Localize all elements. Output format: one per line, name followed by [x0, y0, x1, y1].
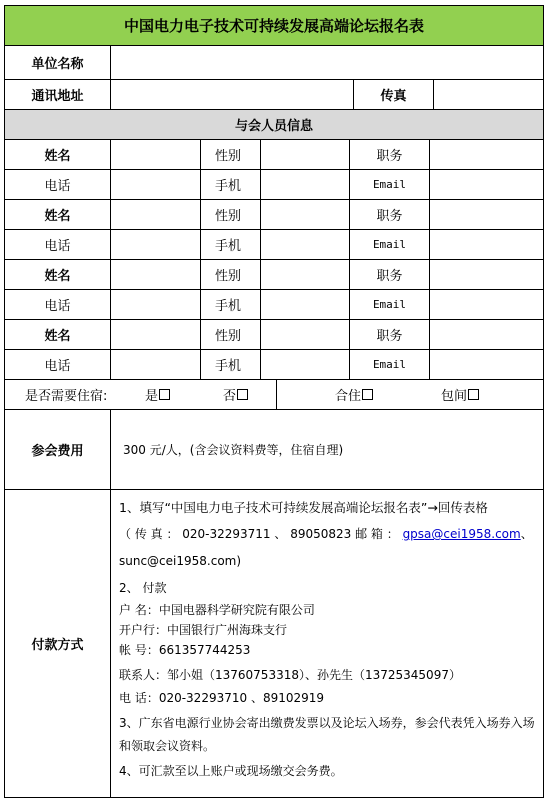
gender-label: 性别: [201, 320, 261, 349]
attendee-contact-row: [5, 290, 543, 320]
phone-input[interactable]: [111, 230, 201, 259]
phone-input[interactable]: [111, 350, 201, 379]
lodging-single-option[interactable]: [441, 380, 479, 409]
name-input[interactable]: [111, 260, 201, 289]
title-input[interactable]: [430, 260, 543, 289]
lodging-shared-option[interactable]: [335, 380, 373, 409]
name-input[interactable]: [111, 140, 201, 169]
payment-details: [111, 490, 543, 797]
mobile-input[interactable]: [261, 170, 350, 199]
email-label: Email: [350, 350, 430, 379]
email-input[interactable]: [430, 230, 543, 259]
mobile-input[interactable]: [261, 350, 350, 379]
attendee-contact-row: [5, 170, 543, 200]
attendee-row: [5, 260, 543, 290]
checkbox-icon[interactable]: [237, 389, 248, 400]
phone-label: 电话: [5, 230, 111, 259]
mobile-label: 手机: [201, 170, 261, 199]
unit-row: [5, 46, 543, 80]
attendee-contact-row: [5, 230, 543, 260]
attendee-contact-row: [5, 350, 543, 380]
mobile-label: 手机: [201, 350, 261, 379]
fax-input[interactable]: [434, 80, 543, 109]
lodging-shared-label: 合住: [335, 389, 362, 404]
form-title: 中国电力电子技术可持续发展高端论坛报名表: [5, 6, 543, 45]
title-label: 职务: [350, 260, 430, 289]
fee-text: 300 元/人，(含会议资料费等，住宿自理): [123, 443, 344, 457]
phone-label: 电话: [5, 170, 111, 199]
contact-phone: 电 话：020-32293710 、89102919: [119, 691, 325, 705]
payment-step1: 1、填写“中国电力电子技术可持续发展高端论坛报名表”→回传表格: [119, 500, 488, 515]
gender-input[interactable]: [261, 320, 350, 349]
bank-name: 开户行：中国银行广州海珠支行: [119, 623, 288, 637]
gender-input[interactable]: [261, 260, 350, 289]
name-label: 姓名: [5, 140, 111, 169]
gender-input[interactable]: [261, 140, 350, 169]
title-input[interactable]: [430, 200, 543, 229]
address-input[interactable]: [111, 80, 354, 109]
unit-input[interactable]: [111, 46, 543, 79]
fee-row: [5, 410, 543, 490]
payment-label: 付款方式: [5, 490, 111, 797]
lodging-row: [5, 380, 543, 410]
title-label: 职务: [350, 320, 430, 349]
checkbox-icon[interactable]: [362, 389, 373, 400]
address-row: [5, 80, 543, 110]
lodging-question: 是否需要住宿:: [25, 389, 108, 404]
lodging-single-label: 包间: [441, 389, 468, 404]
title-label: 职务: [350, 140, 430, 169]
email-label: Email: [350, 230, 430, 259]
gender-label: 性别: [201, 200, 261, 229]
fax-label: 传真: [354, 80, 434, 109]
attendee-row: [5, 140, 543, 170]
fax-line-text: （ 传 真 ： 020-32293711 、 89050823 邮 箱 ：: [119, 527, 399, 541]
checkbox-icon[interactable]: [468, 389, 479, 400]
name-input[interactable]: [111, 200, 201, 229]
name-label: 姓名: [5, 260, 111, 289]
name-label: 姓名: [5, 320, 111, 349]
lodging-yes-option[interactable]: [145, 380, 170, 409]
address-label: 通讯地址: [5, 80, 111, 109]
account-number: 帐 号：661357744253: [119, 643, 251, 657]
gender-label: 性别: [201, 260, 261, 289]
name-input[interactable]: [111, 320, 201, 349]
fax-line-suffix: 、: [520, 527, 533, 541]
phone-input[interactable]: [111, 290, 201, 319]
email-label: Email: [350, 290, 430, 319]
title-row: [5, 6, 543, 46]
name-label: 姓名: [5, 200, 111, 229]
section-row: [5, 110, 543, 140]
email-input[interactable]: [430, 170, 543, 199]
phone-label: 电话: [5, 350, 111, 379]
lodging-divider: [276, 380, 277, 409]
phone-input[interactable]: [111, 170, 201, 199]
fee-label: 参会费用: [5, 410, 111, 489]
mobile-input[interactable]: [261, 290, 350, 319]
mobile-input[interactable]: [261, 230, 350, 259]
unit-label: 单位名称: [5, 46, 111, 79]
payment-row: [5, 490, 543, 797]
lodging-yes-label: 是: [145, 389, 159, 404]
mobile-label: 手机: [201, 290, 261, 319]
email-input[interactable]: [430, 350, 543, 379]
title-label: 职务: [350, 200, 430, 229]
payment-email2: sunc@cei1958.com): [119, 554, 242, 568]
phone-label: 电话: [5, 290, 111, 319]
email-input[interactable]: [430, 290, 543, 319]
attendee-row: [5, 320, 543, 350]
title-input[interactable]: [430, 140, 543, 169]
title-input[interactable]: [430, 320, 543, 349]
email-label: Email: [350, 170, 430, 199]
payment-fax-line: [119, 523, 535, 546]
section-title: 与会人员信息: [5, 110, 543, 139]
gender-input[interactable]: [261, 200, 350, 229]
payment-step3: 3、广东省电源行业协会寄出缴费发票以及论坛入场券，参会代表凭入场券入场和领取会议资料。: [119, 716, 535, 753]
gender-label: 性别: [201, 140, 261, 169]
checkbox-icon[interactable]: [159, 389, 170, 400]
payment-step4: 4、可汇款至以上账户或现场缴交会务费。: [119, 764, 343, 778]
mobile-label: 手机: [201, 230, 261, 259]
lodging-no-label: 否: [223, 389, 237, 404]
attendee-row: [5, 200, 543, 230]
registration-form: [4, 5, 544, 798]
account-name: 户 名：中国电器科学研究院有限公司: [119, 603, 315, 617]
contact-person: 联系人：邹小姐（13760753318）、孙先生（13725345097）: [119, 668, 461, 682]
lodging-no-option[interactable]: [223, 380, 248, 409]
email-link[interactable]: gpsa@cei1958.com: [402, 527, 521, 541]
payment-step2: 2、 付款: [119, 581, 167, 595]
